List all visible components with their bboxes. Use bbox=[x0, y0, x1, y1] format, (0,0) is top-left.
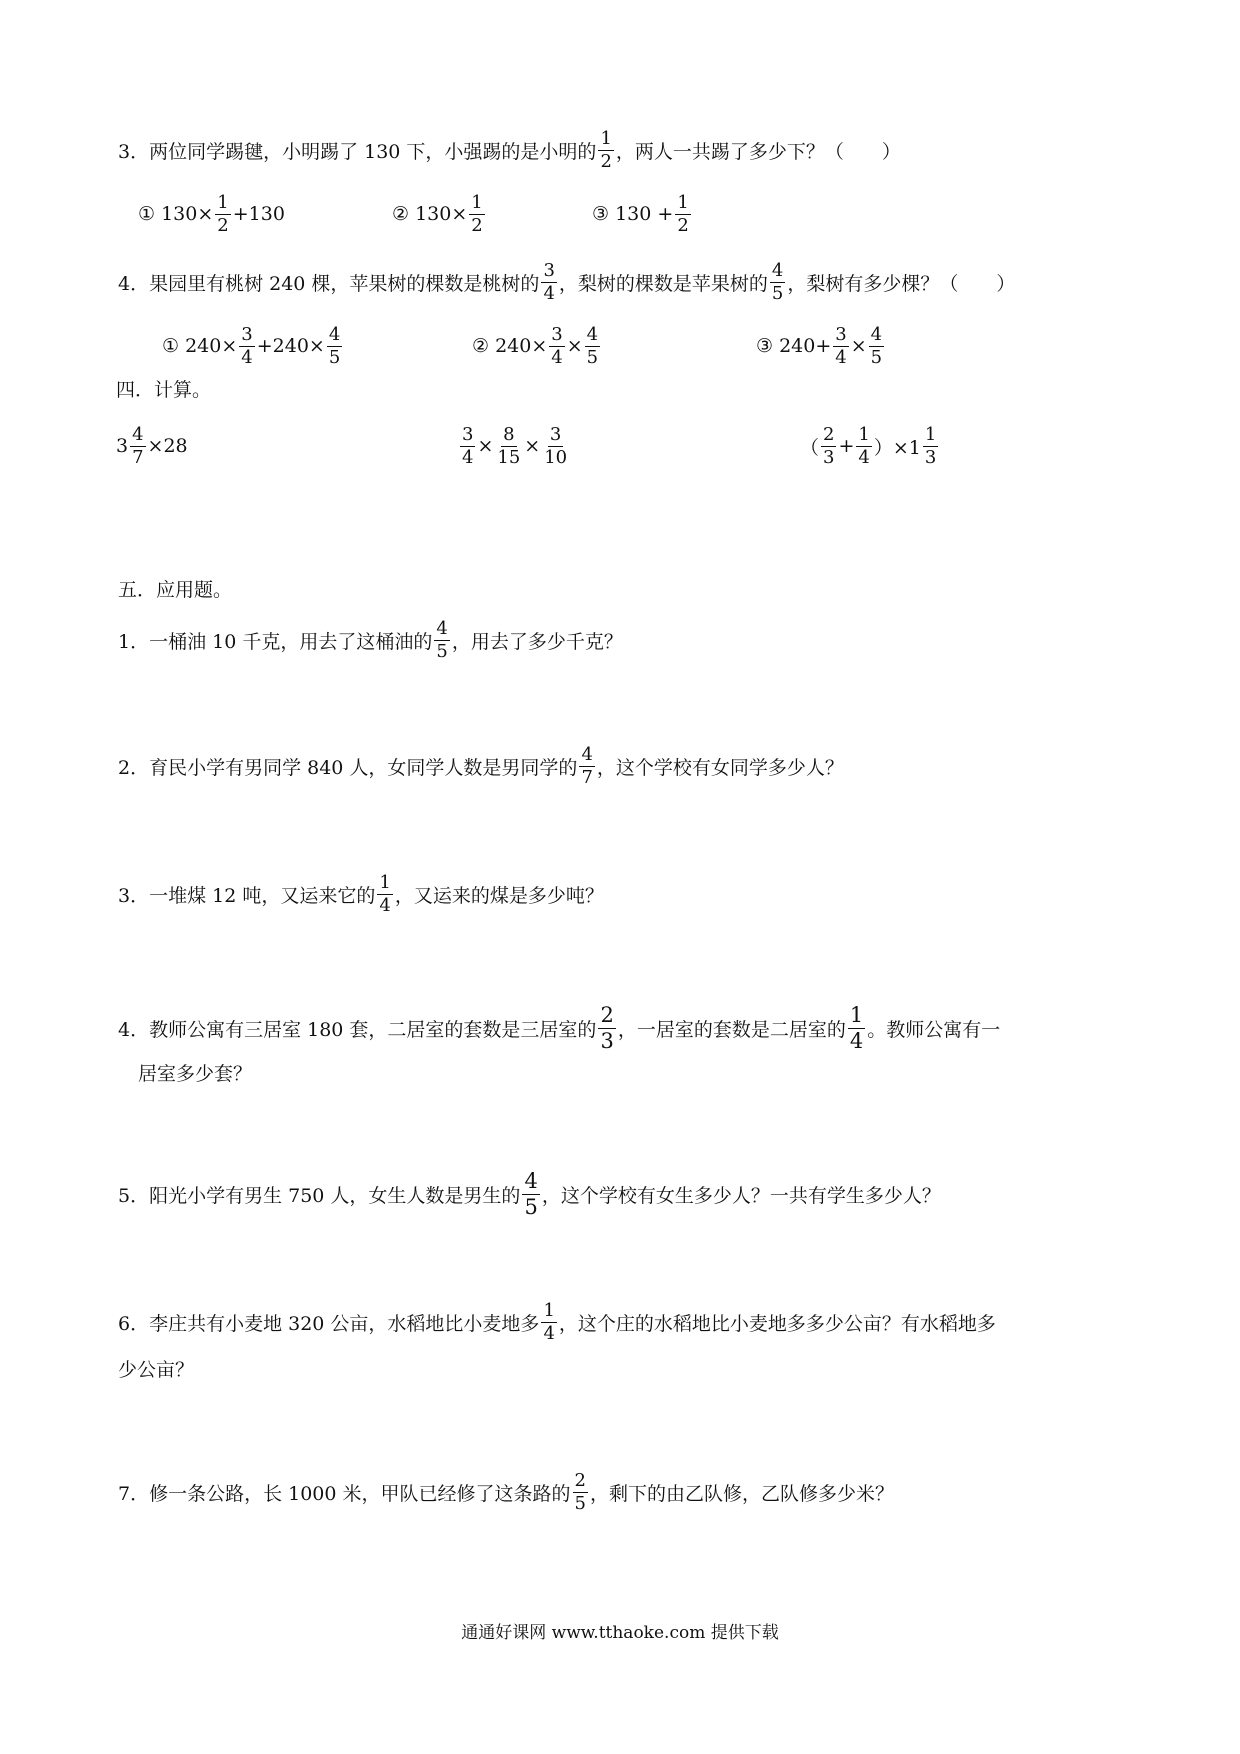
fraction: $\frac{4}{5}$ bbox=[436, 617, 448, 662]
q3-option-2: ② 130× $\frac{1}{2}$ bbox=[392, 191, 483, 236]
fraction: $\frac{2}{3}$ bbox=[823, 423, 835, 468]
app-problem-4: 4．教师公寓有三居室 180 套，二居室的套数是三居室的 $\frac{2}{3}$ ，一居室的套数是二居室的 $\frac{1}{4}$ 。教师公寓有一 bbox=[118, 1002, 1001, 1053]
fraction: $\frac{3}{10}$ bbox=[544, 423, 568, 468]
fraction: $\frac{1}{4}$ bbox=[849, 1002, 864, 1053]
question-3 bbox=[118, 118, 901, 182]
fraction: $\frac{4}{5}$ bbox=[870, 323, 883, 368]
fraction: $\frac{1}{2}$ bbox=[471, 191, 483, 236]
app-problem-2: 2．育民小学有男同学 840 人，女同学人数是男同学的 $\frac{4}{7}$ ，这个学校有女同学多少人？ bbox=[118, 743, 844, 788]
fraction: $\frac{4}{5}$ bbox=[771, 259, 784, 304]
q4-option-3: ③ 240+ $\frac{3}{4}$ × $\frac{4}{5}$ bbox=[756, 323, 883, 368]
fraction: $\frac{2}{3}$ bbox=[600, 1002, 614, 1053]
app-problem-5: 5．阳光小学有男生 750 人，女生人数是男生的 $\frac{4}{5}$ ，这个学校有女生多少人？一共有学生多少人？ bbox=[118, 1168, 941, 1219]
app-problem-3: 3．一堆煤 12 吨，又运来它的 $\frac{1}{4}$ ，又运来的煤是多少吨？ bbox=[118, 871, 604, 916]
fraction: $\frac{3}{4}$ bbox=[241, 323, 253, 368]
app-problem-4-continued: 居室多少套？ bbox=[138, 1062, 253, 1085]
app-problem-6: 6．李庄共有小麦地 320 公亩，水稻地比小麦地多 $\frac{1}{4}$ ，这个庄的水稻地比小麦地多多少公亩？有水稻地多 bbox=[118, 1299, 996, 1344]
fraction: $\frac{1}{4}$ bbox=[543, 1299, 555, 1344]
calc-expression-3: （ $\frac{2}{3}$ + $\frac{1}{4}$ ）×1 $\frac{1}{3}$ bbox=[800, 423, 937, 468]
fraction: $\frac{1}{3}$ bbox=[924, 423, 937, 468]
question-text: ，两人一共踢了多少下？（ ） bbox=[615, 140, 901, 163]
question-4: 4．果园里有桃树 240 棵，苹果树的棵数是桃树的 $\frac{3}{4}$ ，梨树的棵数是苹果树的 $\frac{4}{5}$ ，梨树有多少棵？（ ） bbox=[118, 259, 1016, 304]
section-4-heading: 四．计算。 bbox=[116, 378, 212, 401]
fraction: $\frac{4}{7}$ bbox=[132, 423, 144, 468]
calc-expression-1: 3 $\frac{4}{7}$ ×28 bbox=[116, 423, 188, 468]
q4-option-2: ② 240× $\frac{3}{4}$ × $\frac{4}{5}$ bbox=[472, 323, 599, 368]
app-problem-1: 1．一桶油 10 千克，用去了这桶油的 $\frac{4}{5}$ ，用去了多少千克？ bbox=[118, 617, 623, 662]
fraction: $\frac{8}{15}$ bbox=[497, 423, 521, 468]
fraction: $\frac{3}{4}$ bbox=[835, 323, 847, 368]
fraction: $\frac{1}{2}$ bbox=[677, 191, 689, 236]
calc-expression-2: $\frac{3}{4}$ × $\frac{8}{15}$ × $\frac{3}{10}$ bbox=[462, 423, 568, 468]
fraction: $\frac{4}{5}$ bbox=[328, 323, 341, 368]
section-5-heading: 五．应用题。 bbox=[118, 578, 233, 601]
question-text: 3．两位同学踢毽，小明踢了 130 下，小强踢的是小明的 bbox=[118, 140, 597, 163]
q3-option-3: ③ 130 + $\frac{1}{2}$ bbox=[592, 191, 689, 236]
fraction: $\frac{3}{4}$ bbox=[551, 323, 563, 368]
fraction: $\frac{1}{2}$ bbox=[600, 127, 612, 172]
fraction: $\frac{1}{4}$ bbox=[858, 423, 870, 468]
page-footer: 通通好课网 www.tthaoke.com 提供下载 bbox=[461, 1623, 779, 1643]
fraction: $\frac{1}{4}$ bbox=[379, 871, 391, 916]
question-text: 4．果园里有桃树 240 棵，苹果树的棵数是桃树的 bbox=[118, 272, 540, 295]
q4-option-1: ① 240× $\frac{3}{4}$ +240× $\frac{4}{5}$ bbox=[162, 323, 341, 368]
fraction: $\frac{3}{4}$ bbox=[462, 423, 474, 468]
q3-option-1: ① 130× $\frac{1}{2}$ +130 bbox=[138, 191, 285, 236]
fraction: $\frac{3}{4}$ bbox=[543, 259, 555, 304]
app-problem-6-continued: 少公亩？ bbox=[118, 1358, 195, 1381]
fraction: $\frac{4}{7}$ bbox=[581, 743, 593, 788]
fraction: $\frac{1}{2}$ bbox=[217, 191, 229, 236]
fraction: $\frac{4}{5}$ bbox=[586, 323, 599, 368]
fraction: $\frac{4}{5}$ bbox=[524, 1168, 538, 1219]
fraction: $\frac{2}{5}$ bbox=[574, 1469, 586, 1514]
app-problem-7: 7．修一条公路，长 1000 米，甲队已经修了这条路的 $\frac{2}{5}$ ，剩下的由乙队修，乙队修多少米？ bbox=[118, 1469, 894, 1514]
